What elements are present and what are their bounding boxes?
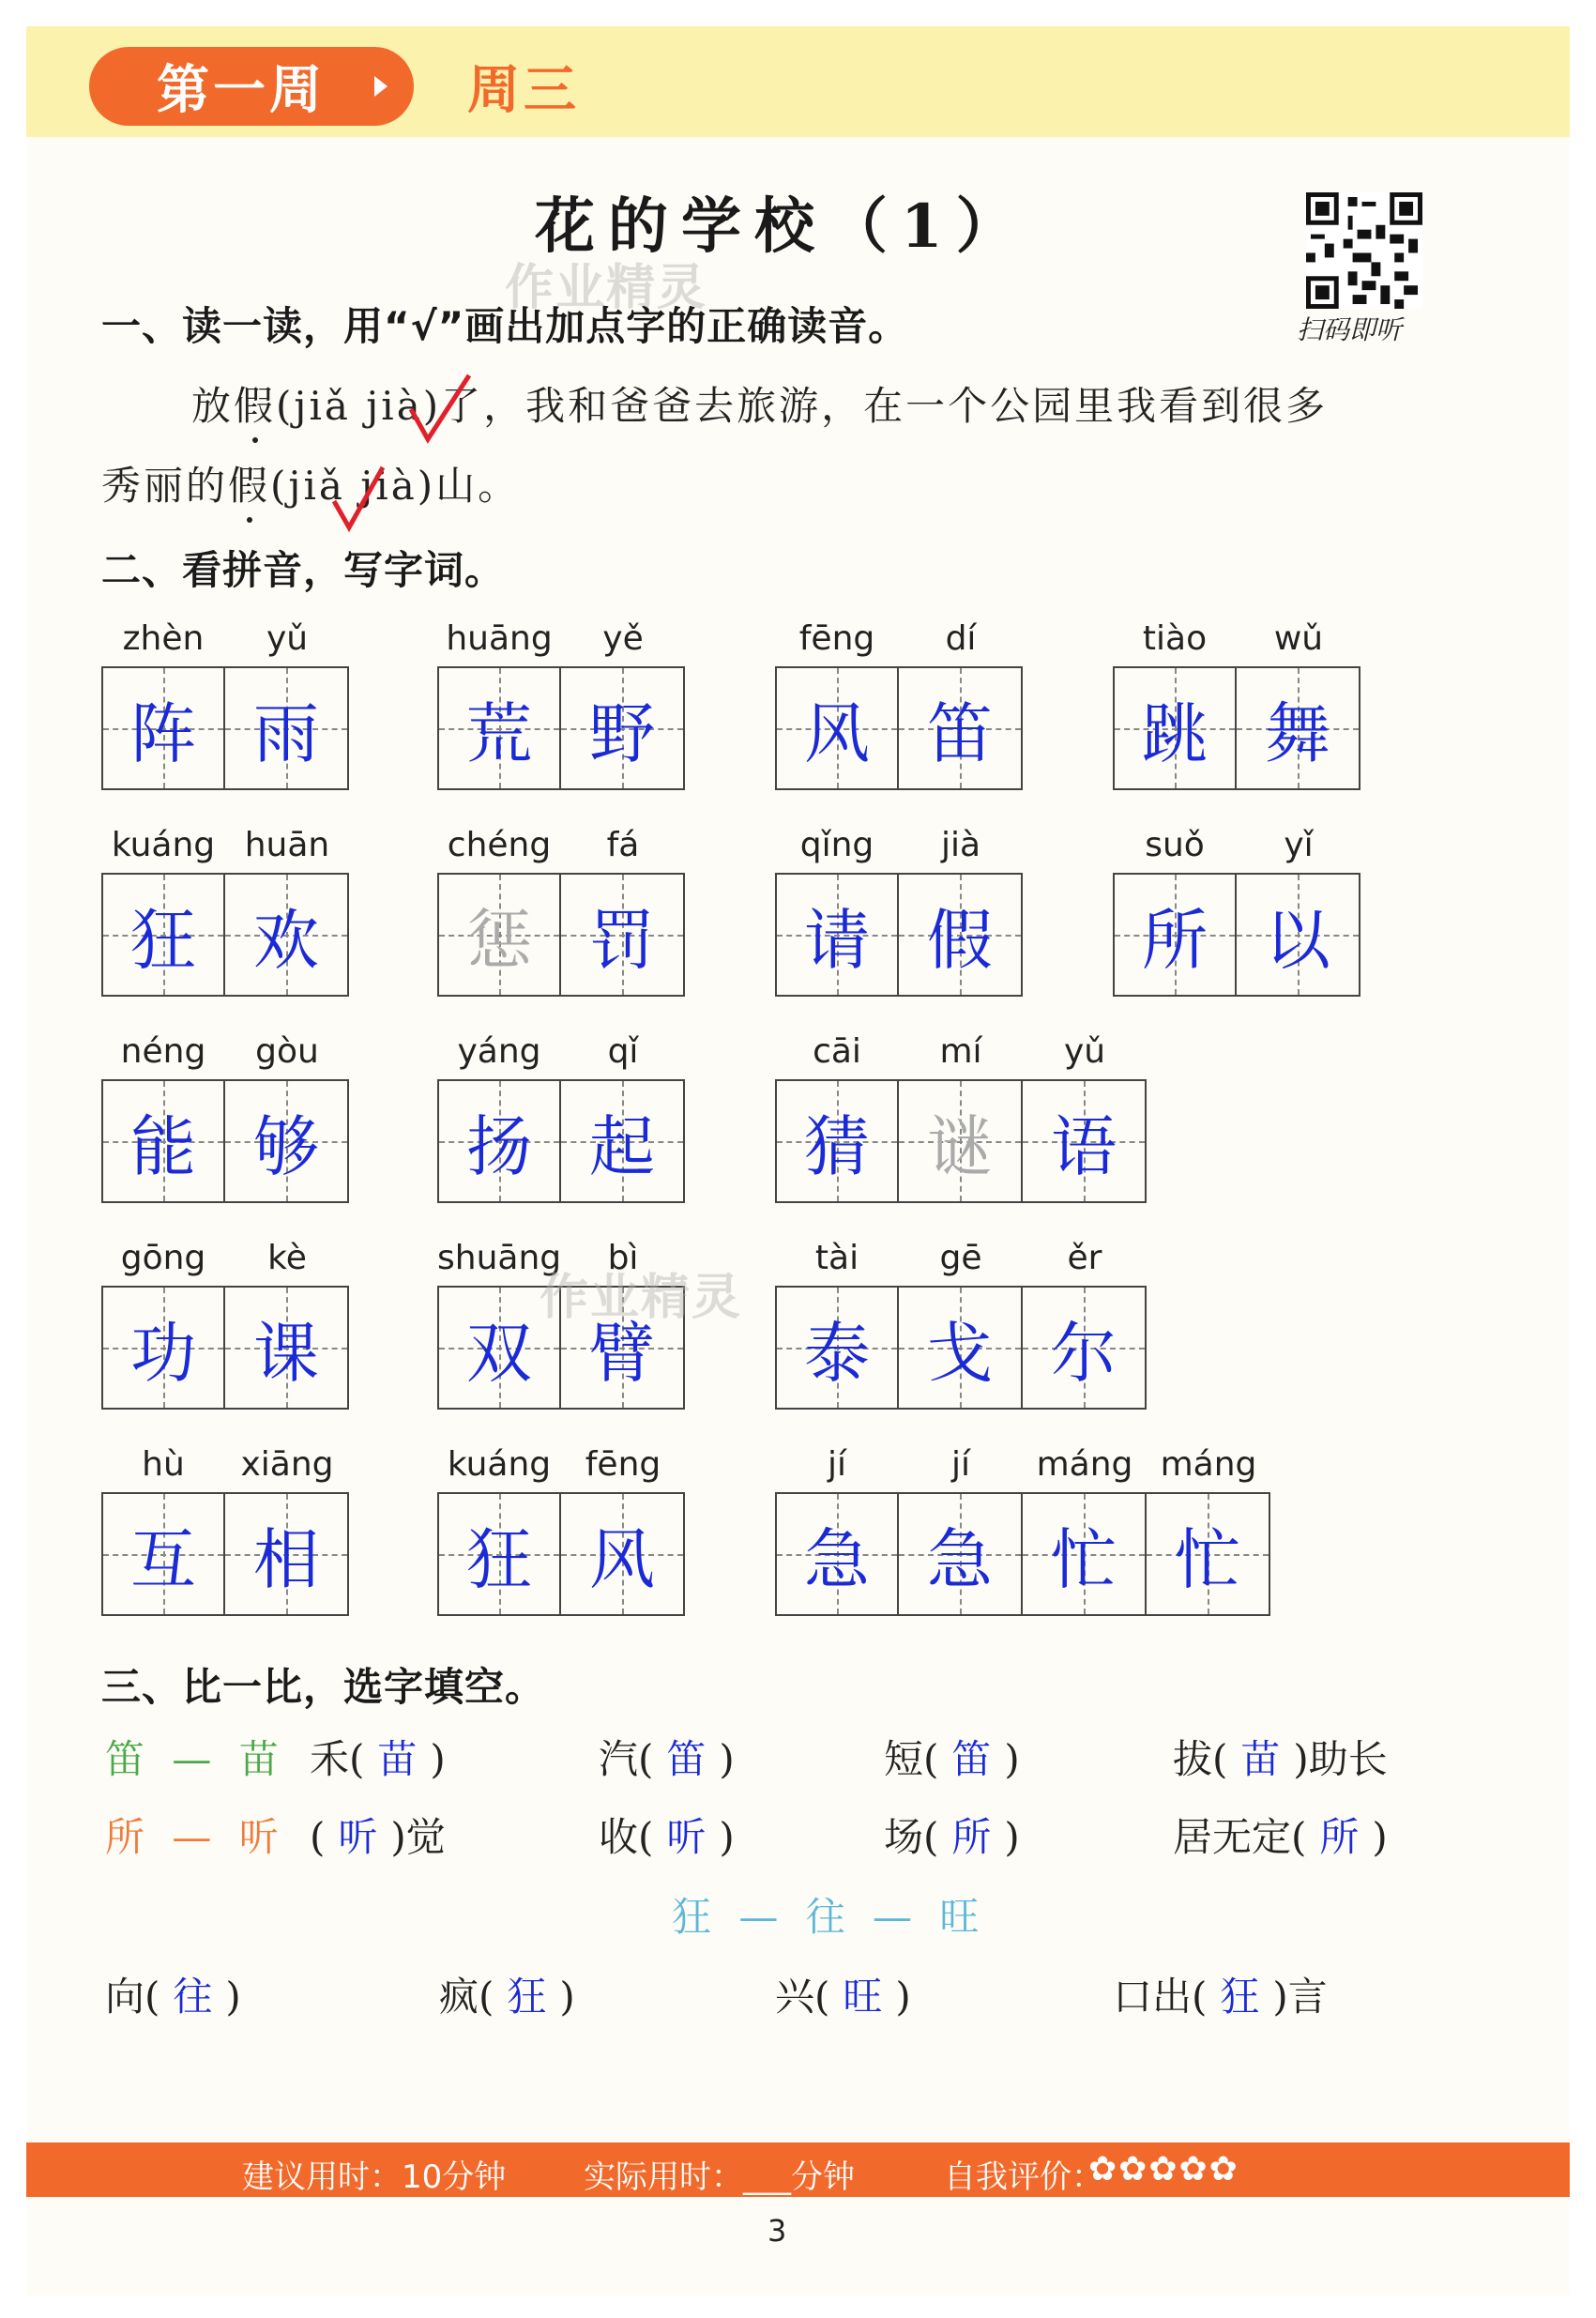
checkmark-icon — [407, 372, 475, 447]
char-cell[interactable] — [775, 1079, 899, 1203]
tian-grid-row — [101, 666, 349, 790]
section3-heading: 三、比一比，选字填空。 — [101, 1664, 546, 1710]
pinyin-label: yǔ — [266, 619, 309, 658]
fill-blank-item — [310, 1729, 446, 1785]
pinyin-label: jià — [940, 826, 981, 864]
section2-heading: 二、看拼音，写字词。 — [101, 547, 506, 593]
char-cell[interactable] — [561, 1079, 685, 1203]
pinyin-label: shuāng — [437, 1239, 562, 1277]
char-cell[interactable] — [899, 1492, 1023, 1616]
qr-code-icon[interactable] — [1306, 192, 1422, 309]
pinyin-label: tài — [814, 1239, 859, 1277]
pinyin-label: máng — [1160, 1445, 1257, 1484]
char-cell[interactable] — [437, 1492, 561, 1616]
fill-blank-item — [105, 1966, 241, 2022]
pinyin-row — [437, 1032, 685, 1071]
section1-line2: 秀丽的假(jiǎ jià)山。 — [101, 455, 520, 511]
written-char: 跳 — [1142, 694, 1208, 772]
pinyin-label: qǐng — [799, 826, 874, 864]
pinyin-row — [437, 1445, 685, 1484]
pinyin-label: suǒ — [1145, 826, 1205, 864]
rating-stars-icon[interactable]: ✿✿✿✿✿ — [1088, 2150, 1239, 2188]
fill-blank-item — [310, 1807, 446, 1863]
blank-answer[interactable]: 笛 — [951, 1736, 992, 1782]
pinyin-label: yǐ — [1284, 826, 1314, 864]
written-char: 起 — [589, 1107, 655, 1185]
char-cell[interactable] — [437, 666, 561, 790]
blank-prefix: 禾( — [310, 1736, 365, 1782]
written-char: 臂 — [589, 1314, 655, 1392]
written-char: 戈 — [927, 1314, 993, 1392]
blank-answer[interactable]: 听 — [666, 1814, 707, 1860]
written-char: 惩 — [466, 901, 532, 979]
written-char: 罚 — [589, 901, 655, 979]
pinyin-row — [775, 1445, 1270, 1484]
compare-pair-1: 笛 — 苗 — [105, 1736, 286, 1782]
written-char: 阵 — [130, 694, 196, 772]
written-char: 请 — [804, 901, 870, 979]
blank-prefix: 口出( — [1113, 1974, 1208, 2020]
written-char: 风 — [589, 1520, 655, 1598]
tian-grid-row — [101, 1286, 349, 1410]
tian-grid-row — [775, 1286, 1147, 1410]
pinyin-row — [1113, 826, 1360, 864]
written-char: 欢 — [253, 901, 319, 979]
fill-blank-item — [775, 1966, 911, 2022]
written-char: 急 — [804, 1520, 870, 1598]
written-char: 语 — [1051, 1107, 1117, 1185]
blank-answer[interactable]: 狂 — [1220, 1974, 1260, 2020]
watermark: 作业精灵 — [540, 1270, 743, 1326]
written-char: 扬 — [466, 1107, 532, 1185]
blank-answer[interactable]: 所 — [1319, 1814, 1360, 1860]
blank-prefix: 短( — [884, 1736, 939, 1782]
tian-grid-row — [101, 1079, 349, 1203]
pinyin-label: huāng — [446, 619, 553, 658]
written-char: 互 — [130, 1520, 196, 1598]
day-label: 周三 — [467, 60, 580, 121]
char-cell[interactable] — [1023, 1492, 1147, 1616]
blank-answer[interactable]: 所 — [951, 1814, 992, 1860]
char-cell[interactable] — [225, 1492, 349, 1616]
char-cell[interactable] — [775, 666, 899, 790]
pinyin-label: yǔ — [1063, 1032, 1106, 1071]
pinyin-row — [437, 826, 685, 864]
char-cell[interactable] — [775, 1492, 899, 1616]
pinyin-label: huān — [244, 826, 330, 864]
written-char: 忙 — [1175, 1520, 1240, 1598]
pinyin-row — [775, 1239, 1147, 1277]
pinyin-label: tiào — [1142, 619, 1208, 658]
written-char: 笛 — [927, 694, 993, 772]
blank-suffix: ) — [225, 1974, 241, 2020]
pinyin-label: gē — [939, 1239, 982, 1277]
written-char: 功 — [130, 1314, 196, 1392]
pinyin-label: fēng — [585, 1445, 661, 1484]
pinyin-row — [775, 1032, 1147, 1071]
pinyin-label: mí — [939, 1032, 982, 1071]
char-cell[interactable] — [101, 1492, 225, 1616]
blank-answer[interactable]: 往 — [173, 1974, 213, 2020]
written-char: 风 — [804, 694, 870, 772]
tian-grid-row — [437, 1492, 685, 1616]
pinyin-label: kuáng — [111, 826, 216, 864]
char-cell[interactable] — [101, 1286, 225, 1410]
tian-grid-row — [775, 1079, 1147, 1203]
written-char: 尔 — [1051, 1314, 1117, 1392]
char-cell[interactable] — [899, 666, 1023, 790]
pinyin-label: fēng — [798, 619, 875, 658]
pinyin-row — [101, 1445, 349, 1484]
section1-heading: 一、读一读，用“√”画出加点字的正确读音。 — [101, 303, 909, 349]
blank-answer[interactable]: 旺 — [843, 1974, 883, 2020]
written-char: 急 — [927, 1520, 993, 1598]
tian-grid-row — [775, 666, 1023, 790]
written-char: 狂 — [130, 901, 196, 979]
written-char: 能 — [130, 1107, 196, 1185]
written-char: 狂 — [466, 1520, 532, 1598]
pinyin-row — [1113, 619, 1360, 658]
tian-grid-row — [101, 873, 349, 997]
char-cell[interactable] — [775, 873, 899, 997]
blank-prefix: 居无定( — [1173, 1814, 1307, 1860]
char-cell[interactable] — [775, 1286, 899, 1410]
blank-suffix: )言 — [1272, 1974, 1328, 2020]
week-label: 第一周 — [157, 60, 326, 121]
suggested-time: 建议用时：10分钟 — [242, 2158, 507, 2196]
blank-suffix: ) — [895, 1974, 911, 2020]
pinyin-label: máng — [1036, 1445, 1133, 1484]
blank-prefix: 收( — [599, 1814, 654, 1860]
tian-grid-row — [1113, 666, 1360, 790]
char-cell[interactable] — [101, 666, 225, 790]
pinyin-label: jí — [950, 1445, 970, 1484]
pinyin-label: fá — [606, 826, 640, 864]
tian-grid-row — [101, 1492, 349, 1616]
char-cell[interactable] — [1023, 1079, 1147, 1203]
char-cell[interactable] — [225, 1079, 349, 1203]
dotted-char: 假 — [228, 455, 270, 511]
pinyin-label: gòu — [255, 1032, 319, 1071]
written-char: 相 — [253, 1520, 319, 1598]
blank-suffix: ) — [559, 1974, 575, 2020]
written-char: 够 — [253, 1107, 319, 1185]
pinyin-label: kè — [267, 1239, 307, 1277]
written-char: 荒 — [466, 694, 532, 772]
blank-answer[interactable]: 笛 — [666, 1736, 707, 1782]
char-cell[interactable] — [561, 873, 685, 997]
written-char: 所 — [1142, 901, 1208, 979]
tian-grid-row — [775, 1492, 1270, 1616]
char-cell[interactable] — [1237, 666, 1360, 790]
pinyin-label: cāi — [813, 1032, 861, 1071]
blank-answer[interactable]: 苗 — [1240, 1736, 1281, 1782]
fill-blank-item — [1113, 1966, 1328, 2022]
written-char: 课 — [253, 1314, 319, 1392]
pinyin-label: kuáng — [447, 1445, 552, 1484]
pinyin-row — [101, 619, 349, 658]
pinyin-label: gōng — [120, 1239, 206, 1277]
page-number: 3 — [768, 2213, 787, 2249]
blank-suffix: ) — [1372, 1814, 1388, 1860]
fill-blank-item — [1173, 1729, 1388, 1785]
pinyin-row — [101, 826, 349, 864]
char-cell[interactable] — [1113, 873, 1237, 997]
blank-suffix: ) — [1004, 1814, 1020, 1860]
written-char: 假 — [927, 901, 993, 979]
blank-prefix: 汽( — [599, 1736, 654, 1782]
blank-answer[interactable]: 狂 — [507, 1974, 547, 2020]
char-cell[interactable] — [899, 873, 1023, 997]
blank-suffix: ) — [1004, 1736, 1020, 1782]
blank-suffix: ) — [719, 1814, 735, 1860]
fill-blank-item — [1173, 1807, 1388, 1863]
tian-grid-row — [437, 1079, 685, 1203]
char-cell[interactable] — [899, 1286, 1023, 1410]
char-cell[interactable] — [1113, 666, 1237, 790]
blank-suffix: ) — [430, 1736, 446, 1782]
blank-prefix: 拔( — [1173, 1736, 1228, 1782]
char-cell[interactable] — [899, 1079, 1023, 1203]
char-cell[interactable] — [561, 666, 685, 790]
tian-grid-row — [775, 873, 1023, 997]
char-cell[interactable] — [1023, 1286, 1147, 1410]
pinyin-label: yě — [602, 619, 644, 658]
written-char: 以 — [1265, 901, 1330, 979]
char-cell[interactable] — [225, 1286, 349, 1410]
fill-blank-item — [599, 1729, 735, 1785]
week-tab — [89, 47, 414, 126]
written-char: 双 — [466, 1314, 532, 1392]
arrow-right-icon — [374, 76, 388, 97]
pinyin-label: bì — [607, 1239, 639, 1277]
qr-caption: 扫码即听 — [1297, 314, 1403, 345]
lesson-title: 花的学校（1） — [535, 191, 1029, 262]
pinyin-label: wǔ — [1273, 619, 1324, 658]
blank-suffix: )助长 — [1293, 1736, 1388, 1782]
compare-pair-2: 所 — 听 — [105, 1814, 286, 1860]
written-char: 泰 — [804, 1314, 870, 1392]
pinyin-label: hù — [142, 1445, 185, 1484]
char-cell[interactable] — [101, 1079, 225, 1203]
pinyin-row — [775, 826, 1023, 864]
dotted-char: 假 — [234, 375, 276, 432]
pinyin-label: chéng — [447, 826, 552, 864]
pinyin-label: yáng — [457, 1032, 541, 1071]
fill-blank-item — [439, 1966, 575, 2022]
pinyin-label: jí — [827, 1445, 846, 1484]
written-char: 猜 — [804, 1107, 870, 1185]
char-cell[interactable] — [561, 1492, 685, 1616]
written-char: 雨 — [253, 694, 319, 772]
pinyin-row — [775, 619, 1023, 658]
blank-prefix: 兴( — [775, 1974, 830, 2020]
written-char: 忙 — [1051, 1520, 1117, 1598]
tian-grid-row — [437, 873, 685, 997]
blank-answer[interactable]: 苗 — [377, 1736, 418, 1782]
written-char: 野 — [589, 694, 655, 772]
pinyin-label: zhèn — [122, 619, 205, 658]
fill-blank-item — [884, 1807, 1020, 1863]
pinyin-label: qǐ — [607, 1032, 639, 1071]
blank-prefix: 疯( — [439, 1974, 494, 2020]
checkmark-icon — [330, 464, 388, 535]
blank-suffix: ) — [719, 1736, 735, 1782]
char-cell[interactable] — [225, 873, 349, 997]
pinyin-row — [101, 1239, 349, 1277]
blank-answer[interactable]: 听 — [338, 1814, 378, 1860]
char-cell[interactable] — [437, 873, 561, 997]
char-cell[interactable] — [437, 1079, 561, 1203]
pinyin-label: ěr — [1067, 1239, 1102, 1277]
compare-pair-3: 狂 — 往 — 旺 — [672, 1894, 987, 1940]
blank-suffix: )觉 — [390, 1814, 446, 1860]
char-cell[interactable] — [225, 666, 349, 790]
pinyin-label: dí — [945, 619, 977, 658]
pinyin-label: xiāng — [240, 1445, 334, 1484]
section1-line1: 放假(jiǎ jià)了，我和爸爸去旅游，在一个公园里我看到很多 — [191, 375, 1328, 432]
pinyin-row — [101, 1032, 349, 1071]
pinyin-label: néng — [120, 1032, 206, 1071]
watermark: 作业精灵 — [505, 260, 708, 316]
fill-blank-item — [884, 1729, 1020, 1785]
blank-prefix: 向( — [105, 1974, 160, 2020]
self-evaluation-label: 自我评价： — [944, 2158, 1103, 2196]
char-cell[interactable] — [1147, 1492, 1270, 1616]
blank-prefix: 场( — [884, 1814, 939, 1860]
actual-time: 实际用时：___分钟 — [584, 2158, 855, 2196]
blank-prefix: ( — [310, 1814, 326, 1860]
tian-grid-row — [1113, 873, 1360, 997]
char-cell[interactable] — [1237, 873, 1360, 997]
pinyin-row — [437, 619, 685, 658]
written-char: 舞 — [1265, 694, 1330, 772]
char-cell[interactable] — [101, 873, 225, 997]
written-char: 谜 — [927, 1107, 993, 1185]
tian-grid-row — [437, 666, 685, 790]
fill-blank-item — [599, 1807, 735, 1863]
